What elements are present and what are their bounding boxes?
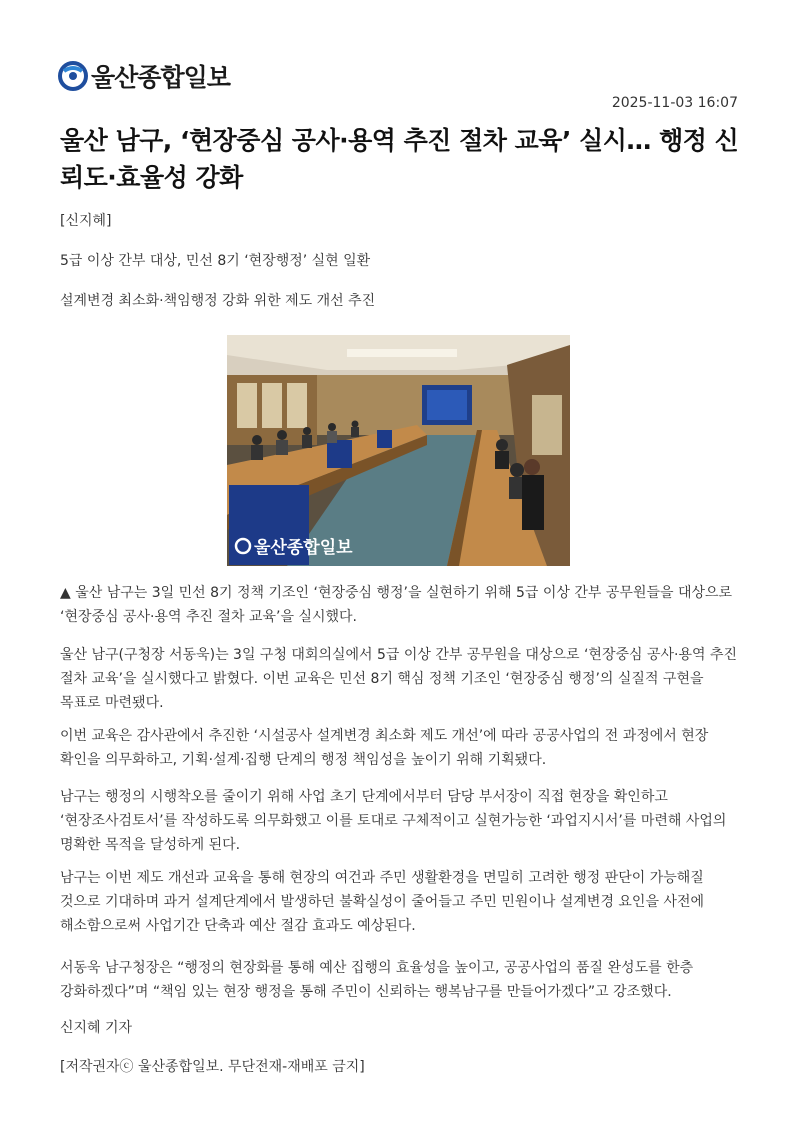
site-logo[interactable]: [58, 59, 230, 93]
article-paragraph: 남구는 행정의 시행착오를 줄이기 위해 사업 초기 단계에서부터 담당 부서장이 직접 현장을 확인하고 ‘현장조사검토서’를 작성하도록 의무화했고 이를 토대로 구체적이고 실현가능한 ‘과업지시서’를 마련해 사업의 명확한 목적을 달성하게 된다.: [60, 789, 727, 853]
reporter-tag: [신지혜]: [60, 213, 112, 229]
article-paragraph: 남구는 이번 제도 개선과 교육을 통해 현장의 여건과 주민 생활환경을 면밀히 고려한 행정 판단이 가능해질 것으로 기대하며 과거 설계단계에서 발생하던 불확실성이 줄어들고 주민 민원이나 설계변경 요인을 사전에 해소함으로써 사업기간 단축과 예산 절감 효과도 예상된다.: [60, 870, 705, 934]
subhead-2: 설계변경 최소화·책임행정 강화 위한 제도 개선 추진: [60, 293, 376, 309]
copyright-notice: [저작권자ⓒ 울산종합일보. 무단전재-재배포 금지]: [60, 1059, 365, 1075]
logo-text: 울산종합일보: [91, 63, 230, 92]
article-paragraph: 울산 남구(구청장 서동욱)는 3일 구청 대회의실에서 5급 이상 간부 공무원을 대상으로 ‘현장중심 공사·용역 추진 절차 교육’을 실시했다고 밝혔다. 이번 교육은 민선 8기 핵심 정책 기조인 ‘현장중심 행정’의 실질적 구현을 목표로 마련됐다.: [60, 647, 738, 711]
logo-mark-icon: [58, 61, 88, 91]
subhead-1: 5급 이상 간부 대상, 민선 8기 ‘현장행정’ 실현 일환: [60, 253, 371, 269]
publish-datetime: 2025-11-03 16:07: [611, 95, 738, 111]
byline: 신지혜 기자: [60, 1020, 133, 1036]
article-paragraph: 이번 교육은 감사관에서 추진한 ‘시설공사 설계변경 최소화 제도 개선’에 따라 공공사업의 전 과정에서 현장 확인을 의무화하고, 기획·설계·집행 단계의 행정 책임성을 높이기 위해 기획됐다.: [60, 728, 709, 768]
photo-caption: ▲ 울산 남구는 3일 민선 8기 정책 기조인 ‘현장중심 행정’을 실현하기 위해 5급 이상 간부 공무원들을 대상으로 ‘현장중심 공사·용역 추진 절차 교육’을 실시했다.: [60, 585, 733, 625]
article-photo[interactable]: [227, 335, 570, 566]
photo-watermark: 울산종합일보: [254, 538, 353, 558]
meeting-room-photo: [227, 335, 570, 566]
article-headline: 울산 남구, ‘현장중심 공사·용역 추진 절차 교육’ 실시… 행정 신뢰도·효율성 강화: [60, 126, 739, 192]
article-paragraph: 서동욱 남구청장은 “행정의 현장화를 통해 예산 집행의 효율성을 높이고, 공공사업의 품질 완성도를 한층 강화하겠다”며 “책임 있는 현장 행정을 통해 주민이 신뢰하는 행복남구를 만들어가겠다”고 강조했다.: [60, 960, 694, 1000]
